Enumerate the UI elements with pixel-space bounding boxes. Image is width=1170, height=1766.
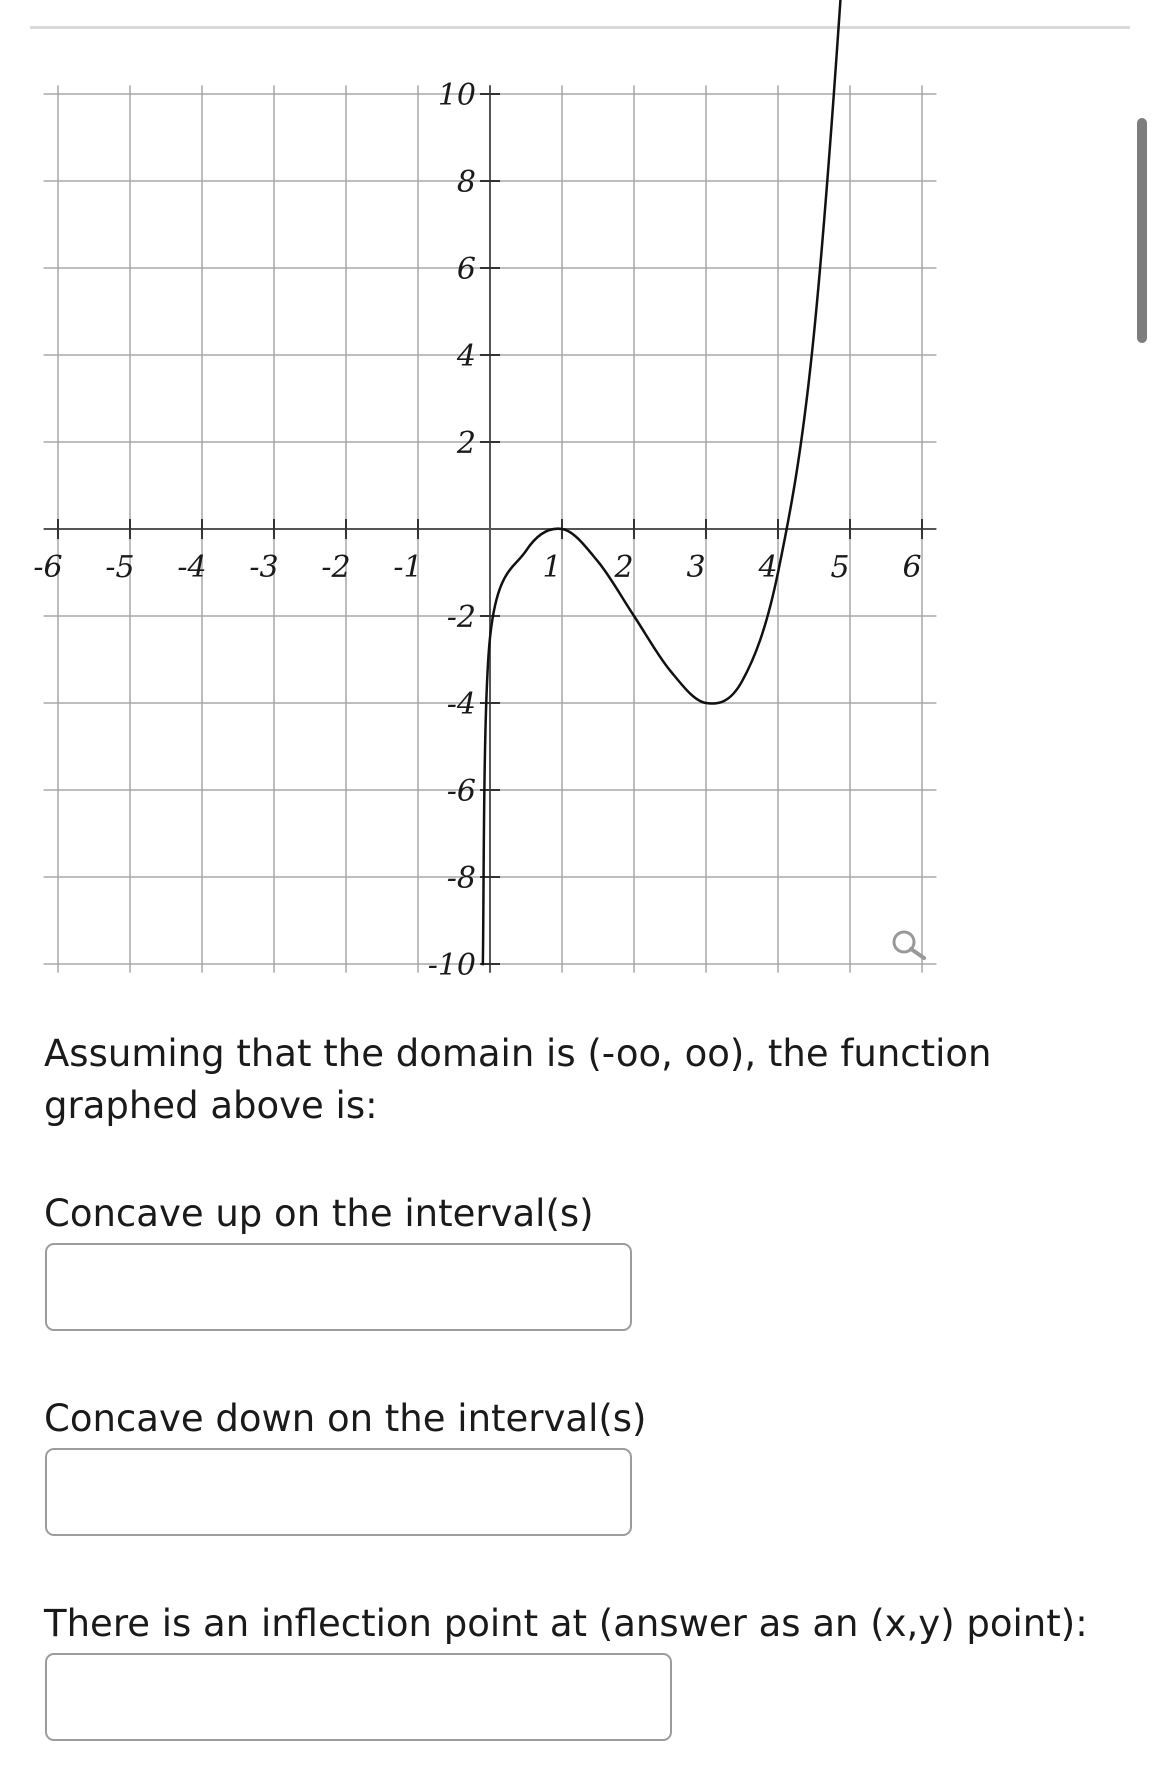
x-tick-label: 4 [758, 550, 778, 585]
x-tick-label: -2 [321, 550, 351, 585]
x-tick-label: 1 [542, 550, 562, 585]
y-tick-label: -10 [427, 948, 476, 983]
y-tick-label: 10 [437, 78, 476, 113]
x-tick-label: 3 [686, 550, 706, 585]
y-tick-label: -4 [446, 687, 476, 722]
concave-down-input[interactable] [45, 1448, 632, 1536]
concave-up-input[interactable] [45, 1243, 632, 1331]
concave-down-label: Concave down on the interval(s) [44, 1397, 647, 1440]
y-tick-label: 6 [456, 252, 476, 287]
question-intro: Assuming that the domain is (-oo, oo), the function graphed above is: [44, 1032, 992, 1127]
x-tick-label: -6 [33, 550, 63, 585]
axes [44, 85, 937, 972]
y-tick-label: 8 [456, 165, 476, 200]
x-tick-label: -4 [177, 550, 207, 585]
y-tick-label: 4 [456, 339, 476, 374]
tick-labels [33, 78, 921, 983]
magnifier-icon[interactable] [894, 932, 924, 958]
x-tick-label: 2 [614, 550, 634, 585]
y-tick-label: 2 [456, 426, 476, 461]
x-tick-label: -3 [249, 550, 279, 585]
function-curve [483, 0, 872, 965]
inflection-label: There is an inflection point at (answer as an (x,y) point): [44, 1602, 1088, 1645]
inflection-input[interactable] [45, 1653, 672, 1741]
y-tick-label: -2 [446, 600, 476, 635]
x-tick-label: -1 [393, 550, 423, 585]
x-tick-label: -5 [105, 550, 135, 585]
y-tick-label: -6 [446, 774, 476, 809]
y-tick-label: -8 [446, 861, 476, 896]
x-tick-label: 5 [830, 550, 850, 585]
series [483, 0, 872, 965]
concave-up-label: Concave up on the interval(s) [44, 1192, 594, 1235]
x-tick-label: 6 [902, 550, 922, 585]
